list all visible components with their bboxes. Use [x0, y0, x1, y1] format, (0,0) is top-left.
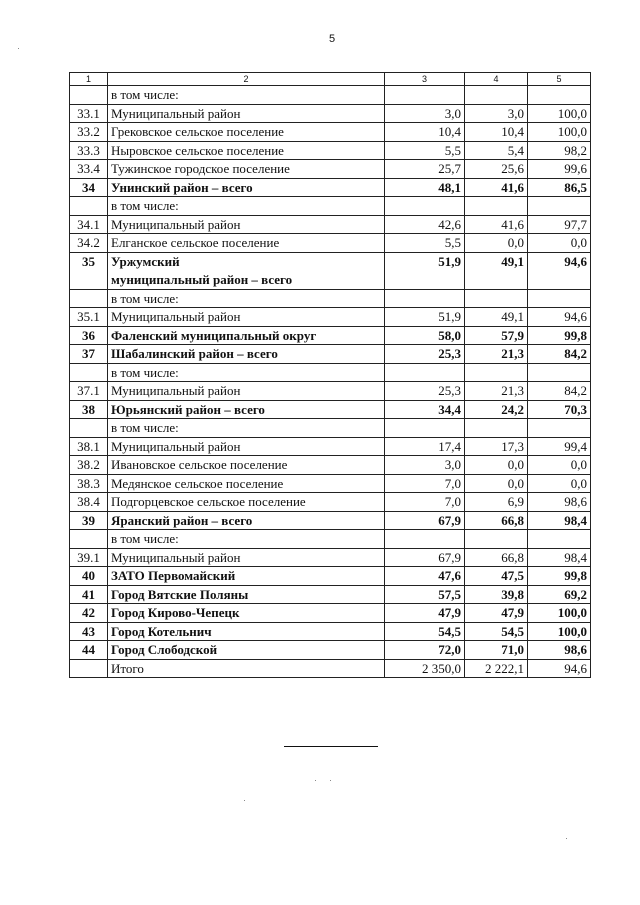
table-row: [70, 308, 591, 327]
col3-value-cell: [385, 289, 465, 308]
col4-value-cell: 54,5: [465, 622, 528, 641]
row-number-cell: [70, 86, 108, 105]
row-number-cell: 35.1: [70, 308, 108, 327]
row-number-cell: 38.2: [70, 456, 108, 475]
row-number-cell: [70, 289, 108, 308]
col4-value-cell: 6,9: [465, 493, 528, 512]
row-number-cell: 34.1: [70, 215, 108, 234]
scan-speck: [244, 800, 245, 801]
row-number-cell: 33.2: [70, 123, 108, 142]
scan-speck: [315, 780, 316, 781]
col5-value-cell: [528, 530, 591, 549]
row-number-cell: 37.1: [70, 382, 108, 401]
table-row: [70, 585, 591, 604]
row-number-cell: 37: [70, 345, 108, 364]
row-name-cell: Шабалинский район – всего: [108, 345, 385, 364]
row-name-line-1: Уржумский: [111, 253, 180, 269]
row-number-cell: 42: [70, 604, 108, 623]
row-name-cell: Муниципальный район: [108, 215, 385, 234]
row-number-cell: 39.1: [70, 548, 108, 567]
col4-value-cell: [465, 530, 528, 549]
table-row: [70, 659, 591, 678]
scan-speck: [566, 838, 567, 839]
table-row: [70, 548, 591, 567]
col4-value-cell: 2 222,1: [465, 659, 528, 678]
col4-value-cell: 0,0: [465, 474, 528, 493]
row-number-cell: 44: [70, 641, 108, 660]
row-name-cell: ЗАТО Первомайский: [108, 567, 385, 586]
col3-value-cell: [385, 363, 465, 382]
col5-value-cell: [528, 419, 591, 438]
row-name-cell: Муниципальный район: [108, 548, 385, 567]
row-number-cell: 39: [70, 511, 108, 530]
row-number-cell: 35: [70, 252, 108, 289]
table-row: [70, 530, 591, 549]
col4-value-cell: [465, 197, 528, 216]
col3-value-cell: 57,5: [385, 585, 465, 604]
col5-value-cell: [528, 86, 591, 105]
col5-value-cell: 98,4: [528, 511, 591, 530]
table-row: [70, 400, 591, 419]
table-row: [70, 437, 591, 456]
col5-value-cell: 0,0: [528, 456, 591, 475]
table-row: [70, 456, 591, 475]
col5-value-cell: 100,0: [528, 622, 591, 641]
col3-value-cell: 5,5: [385, 234, 465, 253]
col3-value-cell: [385, 419, 465, 438]
col3-value-cell: 5,5: [385, 141, 465, 160]
col3-value-cell: [385, 530, 465, 549]
scan-speck: [330, 780, 331, 781]
row-name-cell: в том числе:: [108, 289, 385, 308]
col3-value-cell: 47,9: [385, 604, 465, 623]
row-number-cell: 33.1: [70, 104, 108, 123]
row-name-cell: [108, 252, 385, 289]
col5-value-cell: 70,3: [528, 400, 591, 419]
col3-value-cell: [385, 197, 465, 216]
row-number-cell: 41: [70, 585, 108, 604]
col3-value-cell: 51,9: [385, 252, 465, 289]
col3-value-cell: 7,0: [385, 474, 465, 493]
header-cell-4: 4: [465, 73, 528, 86]
table-row: [70, 326, 591, 345]
row-number-cell: 34: [70, 178, 108, 197]
row-number-cell: [70, 363, 108, 382]
row-number-cell: [70, 419, 108, 438]
table-row: [70, 622, 591, 641]
row-name-cell: Тужинское городское поселение: [108, 160, 385, 179]
table-row: [70, 474, 591, 493]
col5-value-cell: [528, 363, 591, 382]
col3-value-cell: 67,9: [385, 511, 465, 530]
row-name-cell: Елганское сельское поселение: [108, 234, 385, 253]
col4-value-cell: 57,9: [465, 326, 528, 345]
row-name-cell: в том числе:: [108, 197, 385, 216]
row-name-line-2: муниципальный район – всего: [111, 271, 293, 287]
col3-value-cell: 25,3: [385, 382, 465, 401]
scan-speck: [18, 48, 19, 49]
col4-value-cell: [465, 289, 528, 308]
table-row: [70, 104, 591, 123]
col3-value-cell: 25,3: [385, 345, 465, 364]
col5-value-cell: 100,0: [528, 604, 591, 623]
col5-value-cell: 86,5: [528, 178, 591, 197]
table-row: [70, 160, 591, 179]
row-name-cell: Итого: [108, 659, 385, 678]
col5-value-cell: 98,2: [528, 141, 591, 160]
col3-value-cell: 54,5: [385, 622, 465, 641]
col4-value-cell: [465, 419, 528, 438]
row-name-cell: Яранский район – всего: [108, 511, 385, 530]
col4-value-cell: 66,8: [465, 511, 528, 530]
table-header-row: [70, 73, 591, 86]
row-number-cell: 38.3: [70, 474, 108, 493]
table-row: [70, 123, 591, 142]
table-row: [70, 141, 591, 160]
col5-value-cell: 84,2: [528, 382, 591, 401]
col4-value-cell: 41,6: [465, 215, 528, 234]
col4-value-cell: 47,9: [465, 604, 528, 623]
col4-value-cell: 10,4: [465, 123, 528, 142]
col3-value-cell: 17,4: [385, 437, 465, 456]
col4-value-cell: 49,1: [465, 252, 528, 289]
col5-value-cell: 97,7: [528, 215, 591, 234]
table-row: [70, 86, 591, 105]
row-name-cell: в том числе:: [108, 86, 385, 105]
row-name-cell: Муниципальный район: [108, 308, 385, 327]
row-name-cell: Город Кирово-Чепецк: [108, 604, 385, 623]
col5-value-cell: 99,4: [528, 437, 591, 456]
row-number-cell: 34.2: [70, 234, 108, 253]
table-row: [70, 289, 591, 308]
col5-value-cell: 0,0: [528, 234, 591, 253]
closing-rule-line: [284, 746, 378, 747]
row-name-cell: в том числе:: [108, 530, 385, 549]
col4-value-cell: [465, 363, 528, 382]
col5-value-cell: [528, 289, 591, 308]
col5-value-cell: 94,6: [528, 252, 591, 289]
row-number-cell: 38.1: [70, 437, 108, 456]
col5-value-cell: [528, 197, 591, 216]
col4-value-cell: 0,0: [465, 456, 528, 475]
col3-value-cell: 3,0: [385, 104, 465, 123]
col4-value-cell: 3,0: [465, 104, 528, 123]
row-number-cell: 40: [70, 567, 108, 586]
col3-value-cell: [385, 86, 465, 105]
page-number: 5: [328, 33, 336, 45]
table-row: [70, 604, 591, 623]
col3-value-cell: 10,4: [385, 123, 465, 142]
row-name-cell: Город Слободской: [108, 641, 385, 660]
col5-value-cell: 98,6: [528, 641, 591, 660]
row-number-cell: 43: [70, 622, 108, 641]
col5-value-cell: 100,0: [528, 123, 591, 142]
table-row: [70, 419, 591, 438]
table-row: [70, 511, 591, 530]
col3-value-cell: 25,7: [385, 160, 465, 179]
data-table: [69, 72, 591, 678]
header-cell-5: 5: [528, 73, 591, 86]
col4-value-cell: 39,8: [465, 585, 528, 604]
col5-value-cell: 98,6: [528, 493, 591, 512]
row-number-cell: 36: [70, 326, 108, 345]
table-row: [70, 641, 591, 660]
col3-value-cell: 51,9: [385, 308, 465, 327]
col5-value-cell: 0,0: [528, 474, 591, 493]
col3-value-cell: 47,6: [385, 567, 465, 586]
row-name-cell: Медянское сельское поселение: [108, 474, 385, 493]
header-cell-3: 3: [385, 73, 465, 86]
row-number-cell: [70, 197, 108, 216]
row-name-cell: Подгорцевское сельское поселение: [108, 493, 385, 512]
row-name-cell: Муниципальный район: [108, 437, 385, 456]
col5-value-cell: 98,4: [528, 548, 591, 567]
col5-value-cell: 84,2: [528, 345, 591, 364]
row-name-cell: Ивановское сельское поселение: [108, 456, 385, 475]
row-number-cell: 33.3: [70, 141, 108, 160]
table-row: [70, 363, 591, 382]
col3-value-cell: 67,9: [385, 548, 465, 567]
col4-value-cell: 66,8: [465, 548, 528, 567]
table-row: [70, 252, 591, 289]
row-number-cell: 38: [70, 400, 108, 419]
col5-value-cell: 69,2: [528, 585, 591, 604]
row-name-cell: Юрьянский район – всего: [108, 400, 385, 419]
col5-value-cell: 100,0: [528, 104, 591, 123]
table-row: [70, 178, 591, 197]
col5-value-cell: 99,8: [528, 567, 591, 586]
table-row: [70, 493, 591, 512]
table-row: [70, 215, 591, 234]
col3-value-cell: 7,0: [385, 493, 465, 512]
row-name-cell: Муниципальный район: [108, 104, 385, 123]
col3-value-cell: 3,0: [385, 456, 465, 475]
col3-value-cell: 48,1: [385, 178, 465, 197]
row-number-cell: [70, 530, 108, 549]
col4-value-cell: 21,3: [465, 382, 528, 401]
row-name-cell: Унинский район – всего: [108, 178, 385, 197]
col4-value-cell: 25,6: [465, 160, 528, 179]
row-number-cell: [70, 659, 108, 678]
table-row: [70, 567, 591, 586]
row-name-cell: Муниципальный район: [108, 382, 385, 401]
header-cell-2: 2: [108, 73, 385, 86]
col3-value-cell: 58,0: [385, 326, 465, 345]
col3-value-cell: 2 350,0: [385, 659, 465, 678]
row-number-cell: 38.4: [70, 493, 108, 512]
col4-value-cell: 0,0: [465, 234, 528, 253]
table-row: [70, 345, 591, 364]
row-name-cell: в том числе:: [108, 419, 385, 438]
row-number-cell: 33.4: [70, 160, 108, 179]
col4-value-cell: 24,2: [465, 400, 528, 419]
row-name-cell: в том числе:: [108, 363, 385, 382]
table-row: [70, 234, 591, 253]
table-row: [70, 382, 591, 401]
row-name-cell: Город Вятские Поляны: [108, 585, 385, 604]
col3-value-cell: 34,4: [385, 400, 465, 419]
table-row: [70, 197, 591, 216]
col5-value-cell: 94,6: [528, 659, 591, 678]
col5-value-cell: 94,6: [528, 308, 591, 327]
col4-value-cell: 47,5: [465, 567, 528, 586]
col4-value-cell: 41,6: [465, 178, 528, 197]
col4-value-cell: 49,1: [465, 308, 528, 327]
col4-value-cell: 71,0: [465, 641, 528, 660]
col4-value-cell: 17,3: [465, 437, 528, 456]
col5-value-cell: 99,6: [528, 160, 591, 179]
col4-value-cell: 5,4: [465, 141, 528, 160]
row-name-cell: Фаленский муниципальный округ: [108, 326, 385, 345]
header-cell-1: 1: [70, 73, 108, 86]
row-name-cell: Город Котельнич: [108, 622, 385, 641]
col3-value-cell: 42,6: [385, 215, 465, 234]
col4-value-cell: 21,3: [465, 345, 528, 364]
row-name-cell: Ныровское сельское поселение: [108, 141, 385, 160]
row-name-cell: Грековское сельское поселение: [108, 123, 385, 142]
col4-value-cell: [465, 86, 528, 105]
col5-value-cell: 99,8: [528, 326, 591, 345]
col3-value-cell: 72,0: [385, 641, 465, 660]
